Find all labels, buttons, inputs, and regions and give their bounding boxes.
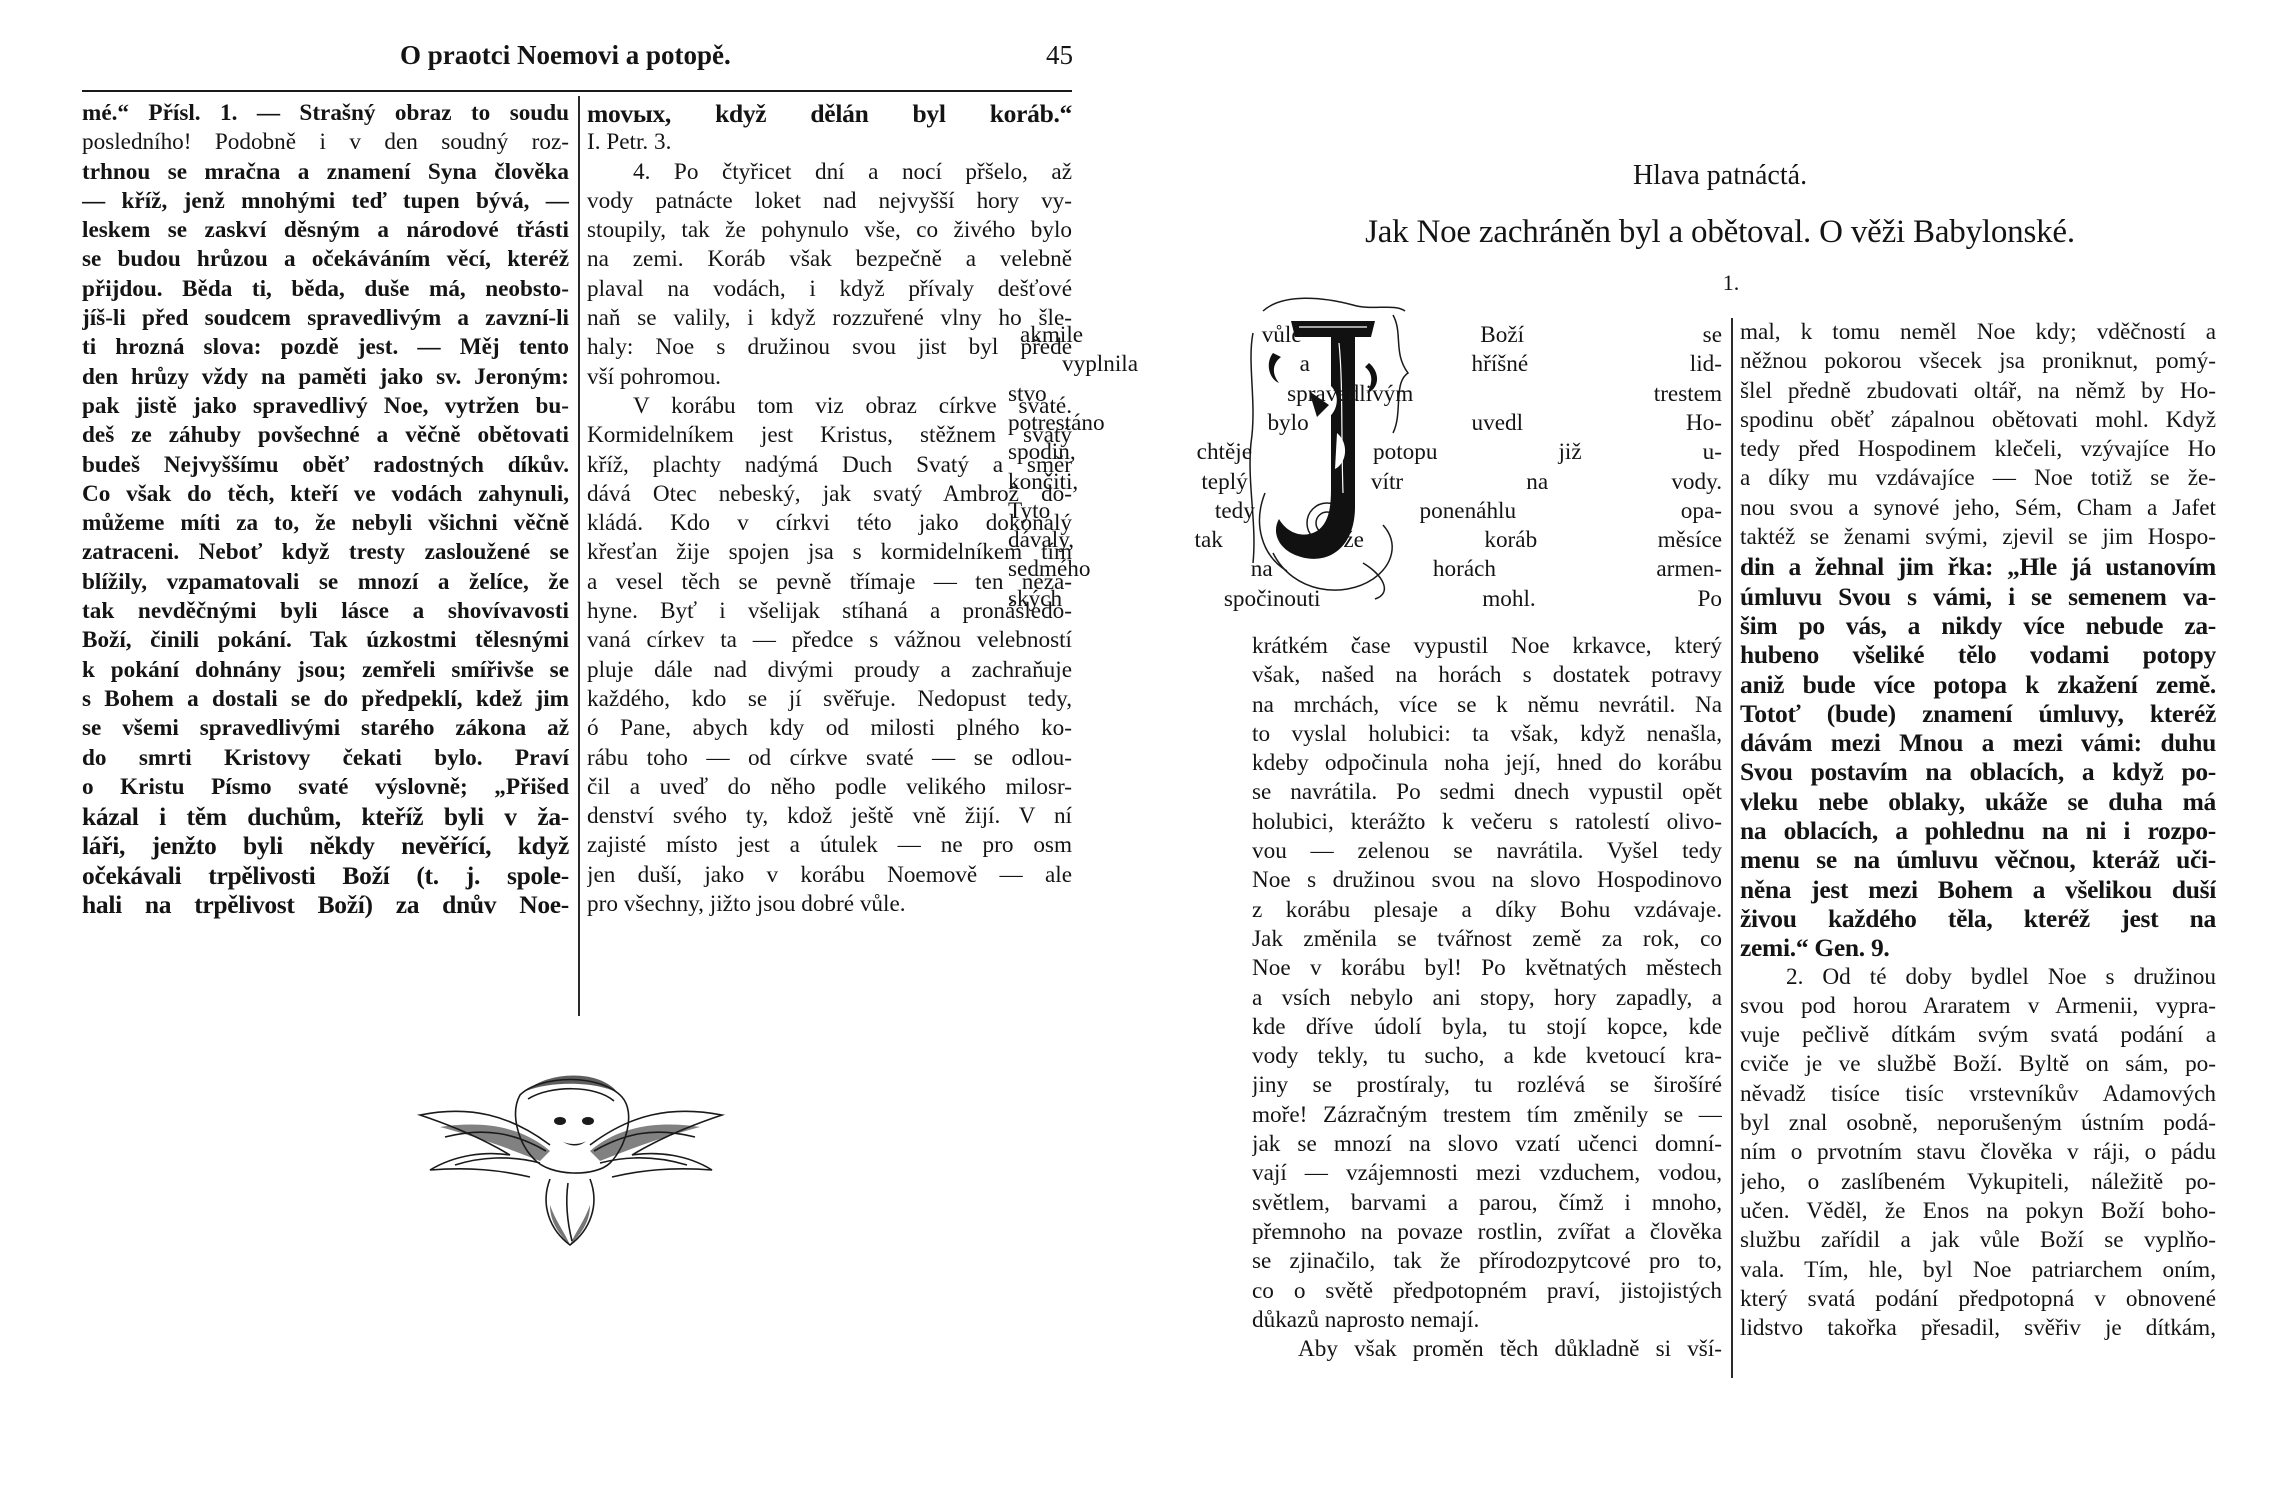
column-divider-right: [1731, 318, 1733, 1378]
text-line: Noe s družinou svou na slovo Hospodinovo: [1252, 867, 1722, 894]
text-line: ó Pane, abych kdy od milosti plného ko-: [587, 715, 1072, 742]
text-line: dává Otec nebeský, jak svatý Ambrož do-: [587, 480, 1072, 507]
text-line: leskem se zaskví děsným a národové třásti: [82, 217, 569, 244]
text-line: cvičе je ve službě Boží. Byltě on sám, po-: [1740, 1051, 2216, 1078]
section-number: 1.: [1722, 270, 1740, 295]
text-line: jen duší, jako v korábu Noemově — ale: [587, 861, 1072, 888]
text-line: ním o prvotním stavu člověka v ráji, o pádu: [1740, 1139, 2216, 1166]
text-line: Jak změnila se tvářnost země za rok, co: [1252, 925, 1722, 952]
text-line: svou pod horou Araratem v Armenii, vypra-: [1740, 992, 2216, 1019]
text-line: movых, když dělán byl koráb.“: [587, 99, 1072, 128]
text-line: akmile vůle Boží se: [1020, 322, 1722, 348]
text-line: Aby však proměn těch důkladně si vší-: [1298, 1336, 1722, 1363]
text-line: kládá. Kdo v církvi této jako dokonalý: [587, 510, 1072, 537]
text-line: potrestáno bylo uvedl Ho-: [1008, 409, 1722, 436]
left-page-column-1: [82, 99, 569, 919]
text-line: co o světě předpotopném praví, jistojistých: [1252, 1277, 1722, 1304]
drop-cap-letter: [1243, 293, 1244, 294]
text-line: můžeme míti za to, že nebyli všichni věčně: [82, 510, 569, 537]
text-line: učen. Věděl, že Enos na pokyn Boží boho-: [1740, 1197, 2216, 1224]
text-line: kříž, plachty nadýmá Duch Svatý a směr: [587, 451, 1072, 478]
text-line: něžnou pokorou všecek jsa proniknut, pomý-: [1740, 348, 2216, 375]
text-line: mal, k tomu neměl Noe kdy; vděčností a: [1740, 319, 2216, 345]
text-line: končiti, teplý vítr na vody.: [1008, 468, 1722, 495]
left-page-column-2: [587, 99, 1072, 919]
chapter-title: Jak Noe zachráněn byl a obětoval. O věži Babylonské.: [1365, 214, 2075, 250]
text-line: vody tekly, tu sucho, a kde kvetoucí kra-: [1252, 1043, 1722, 1070]
text-line: hyne. Byť i všelijak stíhaná a pronásledo-: [587, 598, 1072, 625]
text-line: přemnoho na povaze rostlin, zvířat a člověka: [1252, 1218, 1722, 1245]
text-line: spodinu oběť zápalnou obětovati mohl. Když: [1740, 406, 2216, 433]
text-line: o Kristu Písmo svaté výslovně; „Přišed: [82, 773, 569, 800]
text-line: stvo spravedlivým trestem: [1008, 380, 1722, 407]
text-line: něna jest mezi Bohem a všelikou duší: [1740, 874, 2216, 904]
text-line: dávám mezi Mnou a mezi vámi: duhu: [1740, 728, 2216, 758]
text-line: 4. Po čtyřicet dní a nocí přšelo, až: [633, 158, 1072, 185]
text-line: s Bohem a dostali se do předpeklí, kdež jim: [82, 685, 569, 712]
text-line: na oblacích, a pohlednu na ni i rozpo-: [1740, 816, 2216, 846]
text-line: však, našed na horách s dostatek potravy: [1252, 662, 1722, 689]
text-line: láři, jenžto byli někdy nevěřící, když: [82, 831, 569, 861]
text-line: tak nevděčnými byli lásce a shovívavosti: [82, 598, 569, 625]
text-line: vají — vzájemnosti mezi vzduchem, vodou,: [1252, 1160, 1722, 1187]
text-line: z korábu plesaje a díky Bohu vzdávaje.: [1252, 896, 1722, 923]
text-line: nou svou a synové jeho, Sém, Cham a Jafet: [1740, 494, 2216, 521]
text-line: hubeno všeliké tělo vodami potopy: [1740, 640, 2216, 670]
text-line: a vsích nebylo ani stopy, hory zapadly, a: [1252, 984, 1722, 1011]
text-line: se budou hrůzou a očekáváním věcí, kteréž: [82, 246, 569, 273]
text-line: to vyslal holubici: ta však, když nenašla,: [1252, 720, 1722, 747]
text-line: vleku nebe oblaky, ukáže se duha má: [1740, 786, 2216, 816]
text-line: pro všechny, jižto jsou dobré vůle.: [587, 891, 906, 918]
text-line: křesťan žije spojen jsa s kormidelníkem tím: [587, 539, 1072, 566]
text-line: jak se mnozí na slovo vzatí učenci domní-: [1252, 1131, 1722, 1158]
text-line: Tyto tedy ponenáhlu opa-: [1008, 497, 1722, 524]
text-line: přijdou. Běda ti, běda, duše má, neobsto-: [82, 275, 569, 302]
text-line: Co však do těch, kteří ve vodách zahynuli,: [82, 480, 569, 507]
text-line: do smrti Kristovy čekati bylo. Praví: [82, 744, 569, 771]
text-line: očekávali trpělivosti Boží (t. j. spole-: [82, 860, 569, 890]
text-line: vody patnácte loket nad nejvyšší hory vy-: [587, 187, 1072, 214]
text-line: denství svého ty, kdož ještě vně žijí. V ní: [587, 803, 1072, 830]
text-line: na mrchách, více se k němu nevrátil. Na: [1252, 691, 1722, 718]
header-rule: [82, 90, 1072, 92]
running-title: O praotci Noemovi a potopě.: [400, 40, 731, 70]
cherub-vignette-ornament: [400, 1055, 740, 1260]
text-line: dávaly, tak že koráb měsíce: [1008, 527, 1722, 554]
text-line: důkazů naprosto nemají.: [1252, 1306, 1480, 1333]
text-line: trhnou se mračna a znamení Syna člověka: [82, 158, 569, 185]
column-divider-left: [578, 96, 580, 1016]
text-line: krátkém čase vypustil Noe krkavce, který: [1252, 633, 1722, 659]
text-line: den hrůzy vždy na paměti jako sv. Jeroným:: [82, 363, 569, 390]
text-line: úmluvu Svou s vámi, i se semenem va-: [1740, 581, 2216, 611]
text-line: šlel předně zbudovati oltář, na němž by Ho-: [1740, 377, 2216, 404]
text-line: vyplnila a hříšné lid-: [1062, 351, 1722, 378]
text-line: kde dříve údolí byla, tu stojí kopce, kde: [1252, 1013, 1722, 1040]
text-line: na zemi. Koráb však bezpečně a velebně: [587, 246, 1072, 273]
text-line: čil a uveď do něho podle velikého milosr-: [587, 773, 1072, 800]
text-line: ti hrozná slova: pozdě jest. — Měj tento: [82, 334, 569, 361]
text-line: Boží, činili pokání. Tak úzkostmi tělesnými: [82, 627, 569, 654]
text-line: něvadž tisíce tisíc vrstevníkův Adamových: [1740, 1080, 2216, 1107]
text-line: plaval na vodách, i když přívaly dešťové: [587, 275, 1072, 302]
chapter-label: Hlava patnáctá.: [1632, 160, 1808, 191]
text-line: — kříž, jenž mnohými teď tupen bývá, —: [82, 187, 569, 214]
text-line: každého, kdo se jí svěřuje. Nedopust tedy,: [587, 685, 1072, 712]
text-line: Kormidelníkem jest Kristus, stěžnem svatý: [587, 422, 1072, 449]
text-line: službu zařídil a jak vůle Boží se vyplňo-: [1740, 1227, 2216, 1254]
text-line: k pokání dohnány jsou; zemřeli smířivše se: [82, 656, 569, 683]
text-line: vala. Tím, hle, byl Noe patriarchem oním,: [1740, 1256, 2216, 1283]
text-line: kdeby odpočinula noha její, hned do korábu: [1252, 750, 1722, 777]
text-line: pak jistě jako spravedlivý Noe, vytržen bu-: [82, 392, 569, 419]
text-line: blížily, vzpamatovali se mnozí a želíce, že: [82, 568, 569, 595]
text-line: moře! Zázračným trestem tím změnily se —: [1252, 1101, 1722, 1128]
text-line: Svou postavím na oblacích, a když po-: [1740, 757, 2216, 787]
text-line: posledního! Podobně i v den soudný roz-: [82, 129, 569, 156]
text-line: se zjinačilo, tak že přírodozpytcové pro to,: [1252, 1248, 1722, 1275]
text-line: světlem, barvami a parou, čímž i mnoho,: [1252, 1189, 1722, 1216]
text-line: vaná církev ta — předce s vážnou velebností: [587, 627, 1072, 654]
page-number: 45: [1046, 40, 1073, 70]
text-line: budeš Nejvyššímu oběť radostných díkův.: [82, 451, 569, 478]
text-line: jeho, o zaslíbeném Vykupiteli, náležitě po-: [1740, 1168, 2216, 1195]
text-line: din a žehnal jim řka: „Hle já ustanovím: [1740, 552, 2216, 582]
right-page-column-1: [1252, 632, 1722, 1364]
text-line: vuje pečlivě dítkám svým svatá podání a: [1740, 1022, 2216, 1049]
text-line: menu se na úmluvu věčnou, kteráž uči-: [1740, 845, 2216, 875]
text-line: taktéž se ženami svými, zjevil se jim Hospo-: [1740, 524, 2216, 551]
text-line: pluje dále nad divými proudy a zachraňuje: [587, 656, 1072, 683]
text-line: naň se valily, i když rozzuřené vlny ho šle-: [587, 305, 1072, 332]
text-line: lidstvo takořka přesadil, svěřiv je dítkám,: [1740, 1315, 2216, 1342]
text-line: Noe v korábu byl! Po květnatých městech: [1252, 955, 1722, 982]
text-line: jíš-li před soudcem spravedlivým a zavzní-li: [82, 305, 569, 332]
text-line: sedmého na horách armen-: [1008, 556, 1722, 583]
text-line: tedy před Hospodinem klečeli, vzývajíce Ho: [1740, 436, 2216, 463]
text-line: holubici, kterážto k večeru s ratolestí olivo-: [1252, 808, 1722, 835]
text-line: a vesel těch se pevně třímaje — ten neza-: [587, 568, 1072, 595]
text-line: spodin, chtěje potopu již u-: [1008, 439, 1722, 466]
text-line: I. Petr. 3.: [587, 129, 672, 156]
text-line: jiny se prostíraly, tu rozlévá se širošíré: [1252, 1072, 1722, 1099]
text-line: rábu toho — od církve svaté — se odlou-: [587, 744, 1072, 771]
text-line: vou — zelenou se navrátila. Vyšel tedy: [1252, 838, 1722, 865]
text-line: se všemi spravedlivými starého zákona až: [82, 715, 569, 742]
text-line: který svatá podání předpotopná v obnovené: [1740, 1285, 2216, 1312]
text-line: ských spočinouti mohl. Po: [1008, 585, 1722, 612]
text-line: kázal i těm duchům, kteříž byli v ža-: [82, 802, 569, 832]
text-line: živou každého těla, kteréž jest na: [1740, 903, 2216, 933]
text-line: haly: Noe s družinou svou jist byl přede: [587, 334, 1072, 361]
text-line: hali na trpělivost Boží) za dnův Noe-: [82, 890, 569, 920]
text-line: byl znal osobně, neporušeným ústním podá-: [1740, 1110, 2216, 1137]
text-line: aniž bude více potopa k zkažení země.: [1740, 669, 2216, 699]
right-page-column-2: [1740, 318, 2216, 1343]
text-line: zemi.“ Gen. 9.: [1740, 933, 1890, 963]
text-line: mé.“ Přísl. 1. — Strašný obraz to soudu: [82, 100, 569, 126]
text-line: Totoť (bude) znamení úmluvy, kteréž: [1740, 698, 2216, 728]
text-line: zajisté místo jest a útulek — ne pro osm: [587, 832, 1072, 859]
text-line: V korábu tom viz obraz církve svaté.: [633, 392, 1072, 419]
text-line: šim po vás, a nikdy více nebude za-: [1740, 610, 2216, 640]
text-line: se navrátila. Po sedmi dnech vypustil opět: [1252, 779, 1722, 806]
text-line: a díky mu vzdávajíce — Noe totiž se že-: [1740, 465, 2216, 492]
text-line: deš ze záhuby povšechné a věčně obětovati: [82, 422, 569, 449]
text-line: 2. Od té doby bydlel Noe s družinou: [1786, 963, 2216, 990]
text-line: stoupily, tak že pohynulo vše, co živého bylo: [587, 217, 1072, 244]
text-line: vší pohromou.: [587, 363, 721, 390]
text-line: zatraceni. Neboť když tresty zasloužené se: [82, 539, 569, 566]
